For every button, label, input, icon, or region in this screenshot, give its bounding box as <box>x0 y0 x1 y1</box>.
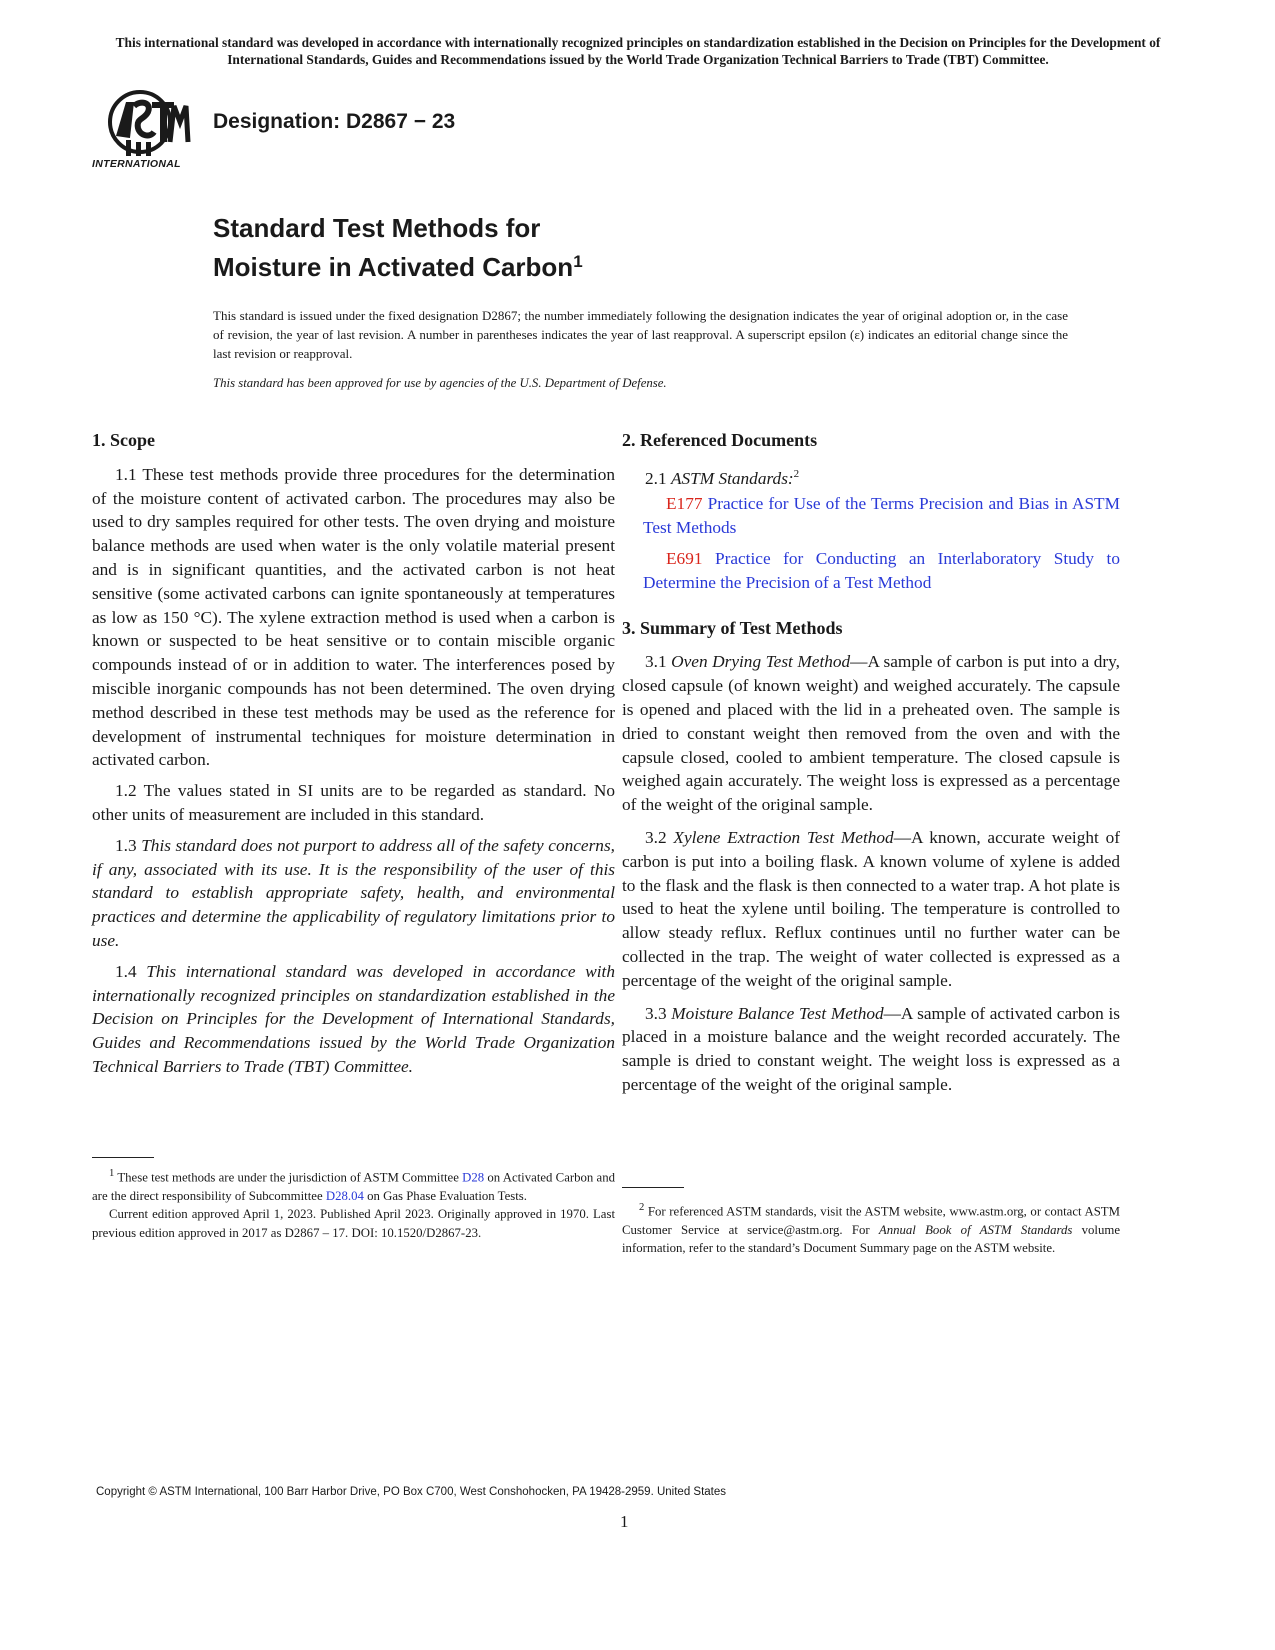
para-text: —A sample of carbon is put into a dry, closed capsule (of known weight) and weighed accurately. The capsule is opened and placed with the lid in a preheated oven. The sample is dried to constant weight then removed from the oven and with the capsule closed, cooled to ambient temperature. The closed capsule is weighed again accurately. The weight loss is expressed as a percentage of the weight of the original sample. <box>622 652 1120 815</box>
reference-title[interactable]: Practice for Conducting an Interlaboratory Study to Determine the Precision of a Test Method <box>643 548 1120 592</box>
footnote-text: For referenced ASTM standards, visit the ASTM website, www.astm.org, or contact ASTM Customer Service at service@astm.org. For <box>622 1204 1121 1237</box>
summary-para-3-1 <box>622 650 1120 817</box>
para-number: 1.3 <box>115 835 137 855</box>
footnote-rule-right <box>622 1187 684 1188</box>
document-title <box>213 212 583 284</box>
issuance-statement: This standard is issued under the fixed designation D2867; the number immediately following the designation indicates the year of original adoption or, in the case of revision, the year of last revision. A number in parentheses indicates the year of last reapproval. A superscript epsilon (ε) indicates an editorial change since the last revision or reapproval. <box>213 308 1068 361</box>
para-text: This international standard was developed in accordance with internationally recognized principles on standardization established in the Decision on Principles for the Development of International Standards, Guides and Recommendations issued by the World Trade Organization Technical Barriers to Trade (TBT) Committee. <box>92 961 615 1076</box>
link-d28-04[interactable]: D28.04 <box>325 1188 364 1203</box>
method-label: Moisture Balance Test Method <box>671 1003 884 1023</box>
astm-standards-label <box>622 463 1120 491</box>
footnote-text: volume information, refer to the standard’s Document Summary page on the ASTM website. <box>622 1222 1121 1256</box>
footnote-edition: Current edition approved April 1, 2023. Published April 2023. Originally approved in 1970. Last previous edition approved in 2017 as D2867 – 17. DOI: 10.1520/D2867-23. <box>92 1207 615 1241</box>
section-heading-summary: 3. Summary of Test Methods <box>622 617 843 638</box>
footnote-mark: 2 <box>793 467 800 480</box>
method-label: Oven Drying Test Method <box>671 652 851 672</box>
para-text: —A known, accurate weight of carbon is put into a boiling flask. A known volume of xylene is added to the flask and the flask is then connected to a water trap. A hot plate is used to heat the xylene until boiling. The temperature is controlled to allow steady reflux. Reflux continues until no further water can be collected in the trap. The weight of water collected is expressed as a percentage of the weight of the original sample. <box>622 827 1120 990</box>
footnote-2 <box>622 1199 1120 1258</box>
designation: Designation: D2867 − 23 <box>213 110 456 133</box>
para-number: 3.3 <box>645 1003 667 1023</box>
footnote-1 <box>92 1165 615 1243</box>
footnote-text: These test methods are under the jurisdiction of ASTM Committee <box>117 1170 459 1185</box>
sub-label: ASTM Standards: <box>670 468 794 488</box>
logo-text: INTERNATIONAL <box>92 158 181 170</box>
para-number: 3.2 <box>645 827 667 847</box>
astm-logo <box>92 88 196 178</box>
title-line-1: Standard Test Methods for <box>213 213 541 243</box>
summary-para-3-3 <box>622 1002 1120 1097</box>
reference-code[interactable]: E691 <box>666 548 703 568</box>
standards-notice: This international standard was developed in accordance with internationally recognized principles on standardization established in the Decision on Principles for the Development of International Standards, Guides and Recommendations issued by the World Trade Organization Technical Barriers to Trade (TBT) Committee. <box>115 35 1161 67</box>
reference-e177[interactable] <box>622 492 1120 540</box>
link-d28[interactable]: D28 <box>462 1170 485 1185</box>
footnote-rule-left <box>92 1157 154 1158</box>
reference-code[interactable]: E177 <box>666 494 703 514</box>
footnote-italic: Annual Book of ASTM Standards <box>878 1222 1073 1237</box>
method-label: Xylene Extraction Test Method <box>673 827 894 847</box>
title-line-2: Moisture in Activated Carbon <box>213 252 574 282</box>
left-column <box>92 429 615 1086</box>
reference-e691[interactable] <box>622 547 1120 595</box>
scope-para-1-3 <box>92 834 615 953</box>
scope-para-1-2: 1.2 The values stated in SI units are to be regarded as standard. No other units of measurement are included in this standard. <box>92 781 615 824</box>
para-number: 2.1 <box>645 468 667 488</box>
scope-para-1-4 <box>92 960 615 1079</box>
dod-approval-statement: This standard has been approved for use by agencies of the U.S. Department of Defense. <box>213 376 667 390</box>
summary-para-3-2 <box>622 826 1120 993</box>
section-heading-referenced-documents: 2. Referenced Documents <box>622 430 818 450</box>
reference-list <box>622 492 1120 594</box>
para-text: This standard does not purport to address all of the safety concerns, if any, associated with its use. It is the responsibility of the user of this standard to establish appropriate safety, health, and environmental practices and determine the applicability of regulatory limitations prior to use. <box>92 835 615 950</box>
reference-title[interactable]: Practice for Use of the Terms Precision and Bias in ASTM Test Methods <box>643 494 1120 538</box>
para-number: 1.4 <box>115 961 137 981</box>
footnote-mark: 2 <box>639 1202 645 1213</box>
footnote-mark: 1 <box>109 1168 115 1179</box>
para-text: —A sample of activated carbon is placed in a moisture balance and the weight recorded accurately. The sample is dried to constant weight. The weight loss is expressed as a percentage of the weight of the original sample. <box>622 1003 1120 1094</box>
scope-para-1-1: 1.1 These test methods provide three procedures for the determination of the moisture content of activated carbon. The procedures may also be used to dry samples required for other tests. The oven drying and moisture balance methods are used when water is the only volatile material present and is in significant quantities, and the activated carbon is not heat sensitive (some activated carbons can ignite spontaneously at temperatures as low as 150 °C). The xylene extraction method is used when a carbon is known or suspected to be heat sensitive or to contain miscible organic compounds instead of or in addition to water. The interferences posed by miscible inorganic compounds has not been determined. The oven drying method described in these test methods may be used as the reference for development of instrumental techniques for moisture determination in activated carbon. <box>92 464 615 770</box>
right-column <box>622 429 1120 1104</box>
page-number: 1 <box>620 1512 629 1531</box>
footnote-text: on Activated Carbon and are the direct responsibility of Subcommittee <box>92 1170 616 1203</box>
title-footnote-mark: 1 <box>573 252 583 271</box>
section-heading-scope: 1. Scope <box>92 430 155 450</box>
footnote-text: on Gas Phase Evaluation Tests. <box>367 1188 527 1203</box>
copyright-line: Copyright © ASTM International, 100 Barr Harbor Drive, PO Box C700, West Conshohocken, PA 19428-2959. United States <box>96 1486 727 1498</box>
para-number: 3.1 <box>645 652 667 672</box>
